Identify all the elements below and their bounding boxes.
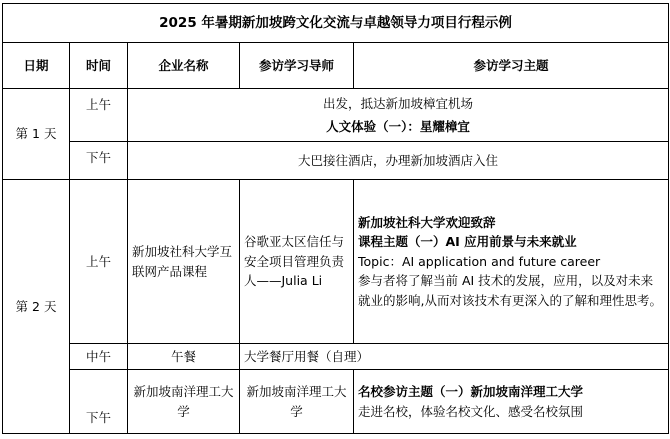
header-topic: 参访学习主题 bbox=[354, 43, 669, 89]
day2-noon-time: 中午 bbox=[70, 344, 128, 370]
day2-afternoon-mentor: 新加坡南洋理工大学 bbox=[240, 370, 354, 434]
day2-label: 第 2 天 bbox=[3, 180, 70, 434]
day2-afternoon-row bbox=[3, 370, 669, 434]
day2-noon-company: 午餐 bbox=[128, 344, 240, 370]
day2-morning-topic-l3: Topic：AI application and future career bbox=[358, 253, 601, 269]
day2-morning-mentor: 谷歌亚太区信任与安全项目管理负责人——Julia Li bbox=[240, 180, 354, 344]
day1-morning-line1: 出发，抵达新加坡樟宜机场 bbox=[323, 95, 474, 111]
day1-morning-row bbox=[3, 89, 669, 142]
day2-morning-topic-l2: 课程主题（一）AI 应用前景与未来就业 bbox=[358, 234, 577, 250]
header-mentor: 参访学习导师 bbox=[240, 43, 354, 89]
table-title: 2025 年暑期新加坡跨文化交流与卓越领导力项目行程示例 bbox=[3, 4, 669, 43]
header-date: 日期 bbox=[3, 43, 70, 89]
day1-afternoon-activity: 大巴接往酒店，办理新加坡酒店入住 bbox=[128, 142, 669, 180]
header-time: 时间 bbox=[70, 43, 128, 89]
header-row bbox=[3, 43, 669, 89]
header-company: 企业名称 bbox=[128, 43, 240, 89]
day2-afternoon-topic bbox=[354, 370, 669, 434]
day2-afternoon-topic-l2: 走进名校，体验名校文化、感受名校氛围 bbox=[358, 403, 584, 419]
day2-afternoon-company: 新加坡南洋理工大学 bbox=[128, 370, 240, 434]
day2-morning-company: 新加坡社科大学互联网产品课程 bbox=[128, 180, 240, 344]
day2-afternoon-topic-l1: 名校参访主题（一）新加坡南洋理工大学 bbox=[358, 384, 584, 400]
day2-morning-topic bbox=[354, 180, 669, 344]
day1-morning-activity bbox=[128, 89, 669, 142]
day2-afternoon-time: 下午 bbox=[70, 370, 128, 434]
day1-label: 第 1 天 bbox=[3, 89, 70, 180]
day2-noon-detail: 大学餐厅用餐（自理） bbox=[240, 344, 669, 370]
day1-morning-time: 上午 bbox=[70, 89, 128, 142]
day2-noon-row bbox=[3, 344, 669, 370]
day2-morning-topic-l4: 参与者将了解当前 AI 技术的发展，应用，以及对未来就业的影响,从而对该技术有更深入的了解和理性思考。 bbox=[358, 273, 662, 308]
day1-morning-line2: 人文体验（一）：星耀樟宜 bbox=[326, 119, 470, 134]
itinerary-table bbox=[2, 3, 669, 434]
day1-afternoon-time: 下午 bbox=[70, 142, 128, 180]
day2-morning-time: 上午 bbox=[70, 180, 128, 344]
day2-morning-topic-l1: 新加坡社科大学欢迎致辞 bbox=[358, 215, 496, 231]
day1-afternoon-row bbox=[3, 142, 669, 180]
day2-morning-row bbox=[3, 180, 669, 344]
